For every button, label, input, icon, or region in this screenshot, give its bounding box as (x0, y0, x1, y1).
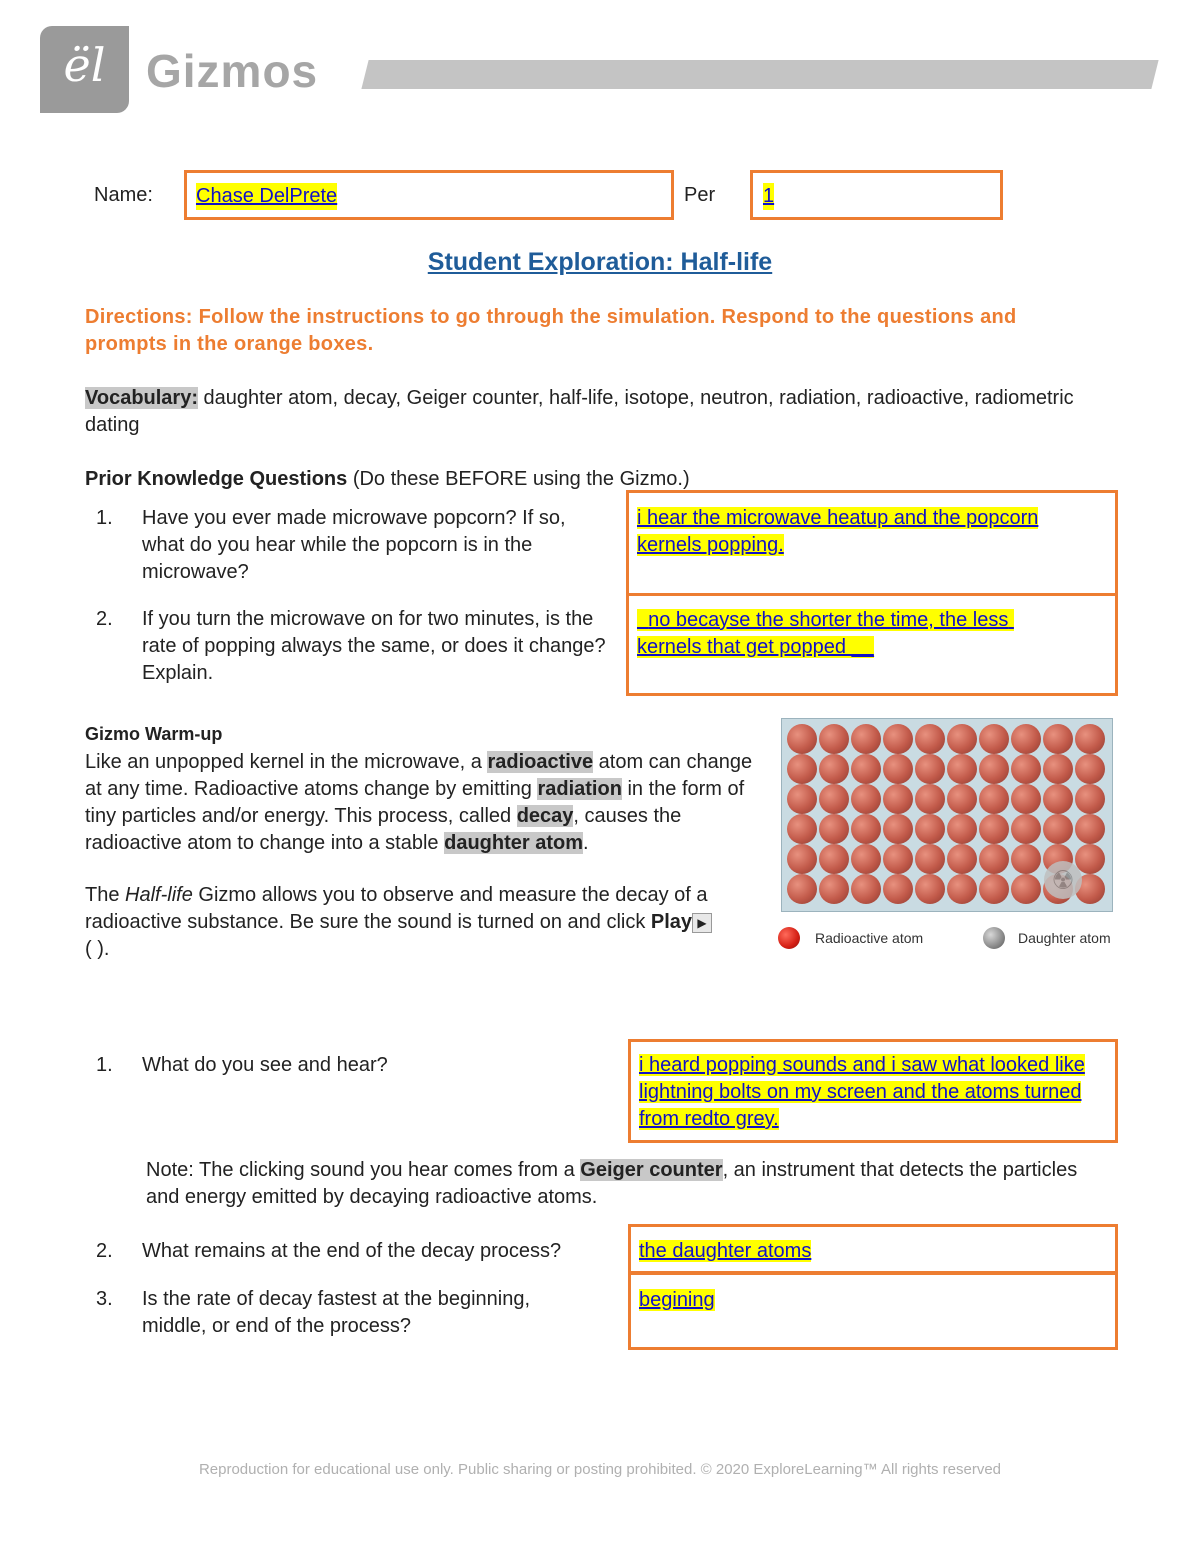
per-value: 1 (763, 183, 774, 210)
radioactive-atom (947, 754, 977, 784)
radioactive-atom (1075, 844, 1105, 874)
footer: Reproduction for educational use only. Public sharing or posting prohibited. © 2020 ExploreLearning™ All rights reserved (198, 1461, 1002, 1478)
radioactive-atom (819, 754, 849, 784)
radioactive-atom (1011, 784, 1041, 814)
simulation-container (781, 718, 1113, 912)
logo-glyph: ël (63, 38, 106, 92)
q1-answer-box[interactable] (628, 1039, 1118, 1143)
radioactive-atom (1075, 814, 1105, 844)
radioactive-atom (883, 754, 913, 784)
page-title: Student Exploration: Half-life (427, 248, 773, 276)
q3-answer: begining (639, 1289, 715, 1311)
warmup-text: . (583, 832, 589, 854)
legend-radioactive: Radioactive atom (815, 930, 924, 946)
radioactive-atom (979, 814, 1009, 844)
radioactive-atom (883, 874, 913, 904)
term-radiation: radiation (537, 778, 622, 800)
radioactive-atom (1043, 814, 1073, 844)
radioactive-atom (819, 874, 849, 904)
q1-text: What do you see and hear? (142, 1054, 388, 1076)
prior-q2-answer-box[interactable] (626, 593, 1118, 696)
term-daughter-atom: daughter atom (444, 832, 584, 854)
radioactive-atom (1011, 874, 1041, 904)
radioactive-atom (851, 754, 881, 784)
radioactive-atom (819, 724, 849, 754)
prior-q2-number: 2. (96, 608, 113, 630)
prior-q2-text: If you turn the microwave on for two minutes, is the rate of popping always the same, or does it change? Explain. (142, 608, 606, 684)
radioactive-atom (883, 724, 913, 754)
radioactive-atom (883, 844, 913, 874)
term-radioactive: radioactive (487, 751, 594, 773)
radioactive-atom (1043, 754, 1073, 784)
warmup-paragraph-2 (85, 882, 755, 963)
radioactive-atom (787, 814, 817, 844)
radioactive-atom (915, 874, 945, 904)
radioactive-atom (1043, 784, 1073, 814)
prior-knowledge-heading (85, 466, 690, 493)
radioactive-atom (851, 874, 881, 904)
vocabulary-label: Vocabulary: (85, 387, 198, 409)
prior-q2-answer: no becayse the shorter the time, the less kernels that get popped __ (637, 609, 1014, 658)
radioactive-atom (1075, 754, 1105, 784)
radioactive-atom (1043, 724, 1073, 754)
radioactive-atom (787, 784, 817, 814)
radioactive-atom (851, 784, 881, 814)
q2-number: 2. (96, 1240, 113, 1262)
radioactive-atom (1011, 844, 1041, 874)
warmup-text: Gizmo allows you to observe and measure the decay of a radioactive substance. Be sure the sound is turned on and click (85, 884, 708, 933)
radioactive-atom (979, 784, 1009, 814)
radioactive-atom (979, 874, 1009, 904)
note-text: , an instrument that detects the particles and energy emitted by decaying radioactive atoms. (146, 1159, 1078, 1208)
gizmo-name: Half-life (125, 884, 193, 906)
radioactive-atom (787, 844, 817, 874)
radioactive-atom (947, 724, 977, 754)
radioactive-atom (819, 814, 849, 844)
radioactive-atom (883, 784, 913, 814)
q1-number: 1. (96, 1054, 113, 1076)
vocabulary-text: daughter atom, decay, Geiger counter, half-life, isotope, neutron, radiation, radioactive, radiometric dating (85, 387, 1074, 436)
name-label: Name: (94, 184, 153, 206)
brand-name: Gizmos (146, 45, 319, 97)
play-icon[interactable]: ▶ (692, 913, 712, 933)
radioactive-atom (947, 784, 977, 814)
prior-q1-number: 1. (96, 507, 113, 529)
name-value: Chase DelPrete (196, 183, 337, 210)
warmup-heading: Gizmo Warm-up (85, 724, 223, 744)
radioactive-atom (1011, 754, 1041, 784)
radioactive-atom (883, 814, 913, 844)
radioactive-atom (947, 814, 977, 844)
name-field[interactable] (184, 170, 674, 220)
radioactive-atom (915, 814, 945, 844)
legend-daughter: Daughter atom (1018, 930, 1111, 946)
warmup-text: The (85, 884, 126, 906)
radioactive-atom (915, 724, 945, 754)
radioactive-atom (787, 874, 817, 904)
note-text: Note: The clicking sound you hear comes from a (146, 1159, 581, 1181)
radioactive-atom (915, 844, 945, 874)
radioactive-atom (1011, 814, 1041, 844)
play-word: Play (650, 911, 693, 933)
header-bar (361, 60, 1158, 89)
vocabulary (85, 385, 1085, 439)
radioactive-atom (1011, 724, 1041, 754)
q2-answer-box[interactable] (628, 1224, 1118, 1274)
warmup-text: , causes the radioactive atom to change into a stable (85, 805, 682, 854)
radioactive-atom (915, 784, 945, 814)
note (146, 1157, 1096, 1211)
radioactive-atom (979, 754, 1009, 784)
radioactive-atom (1075, 724, 1105, 754)
prior-note: (Do these BEFORE using the Gizmo.) (347, 468, 690, 490)
warmup-text: atom can change at any time. Radioactive atoms change by emitting (85, 751, 753, 800)
warmup-text: Like an unpopped kernel in the microwave, a (85, 751, 488, 773)
radioactive-atom (1075, 784, 1105, 814)
term-geiger-counter: Geiger counter (580, 1159, 723, 1181)
daughter-atom-legend-icon (983, 927, 1005, 949)
per-label: Per (684, 184, 716, 206)
radioactive-atom-legend-icon (778, 927, 800, 949)
radioactive-atom (947, 874, 977, 904)
radiation-icon: ☢ (1044, 861, 1082, 899)
term-decay: decay (516, 805, 574, 827)
q3-answer-box[interactable] (628, 1272, 1118, 1350)
per-field[interactable] (750, 170, 1003, 220)
directions: Directions: Follow the instructions to go through the simulation. Respond to the questions and prompts in the orange boxes. (85, 306, 1017, 355)
warmup-text: ( ). (85, 938, 110, 960)
radioactive-atom (819, 784, 849, 814)
q2-answer: the daughter atoms (639, 1240, 812, 1262)
prior-heading: Prior Knowledge Questions (85, 468, 348, 490)
q3-text: Is the rate of decay fastest at the beginning, middle, or end of the process? (142, 1288, 531, 1337)
radioactive-atom (851, 814, 881, 844)
radioactive-atom (787, 724, 817, 754)
radioactive-atom (787, 754, 817, 784)
radioactive-atom (819, 844, 849, 874)
radioactive-atom (947, 844, 977, 874)
radioactive-atom (979, 724, 1009, 754)
warmup-text: in the form of tiny particles and/or energy. This process, called (85, 778, 745, 827)
radioactive-atom (851, 844, 881, 874)
q1-answer: i heard popping sounds and i saw what looked like lightning bolts on my screen and the atoms turned from redto grey. (639, 1054, 1085, 1130)
prior-q1-answer-box[interactable] (626, 490, 1118, 596)
q2-text: What remains at the end of the decay process? (142, 1240, 562, 1262)
prior-q1-answer: i hear the microwave heatup and the popcorn kernels popping. (637, 507, 1039, 556)
warmup-paragraph-1 (85, 749, 755, 857)
radioactive-atom (915, 754, 945, 784)
radioactive-atom (979, 844, 1009, 874)
q3-number: 3. (96, 1288, 113, 1310)
prior-q1-text: Have you ever made microwave popcorn? If so, what do you hear while the popcorn is in the microwave? (142, 507, 566, 583)
radioactive-atom (851, 724, 881, 754)
